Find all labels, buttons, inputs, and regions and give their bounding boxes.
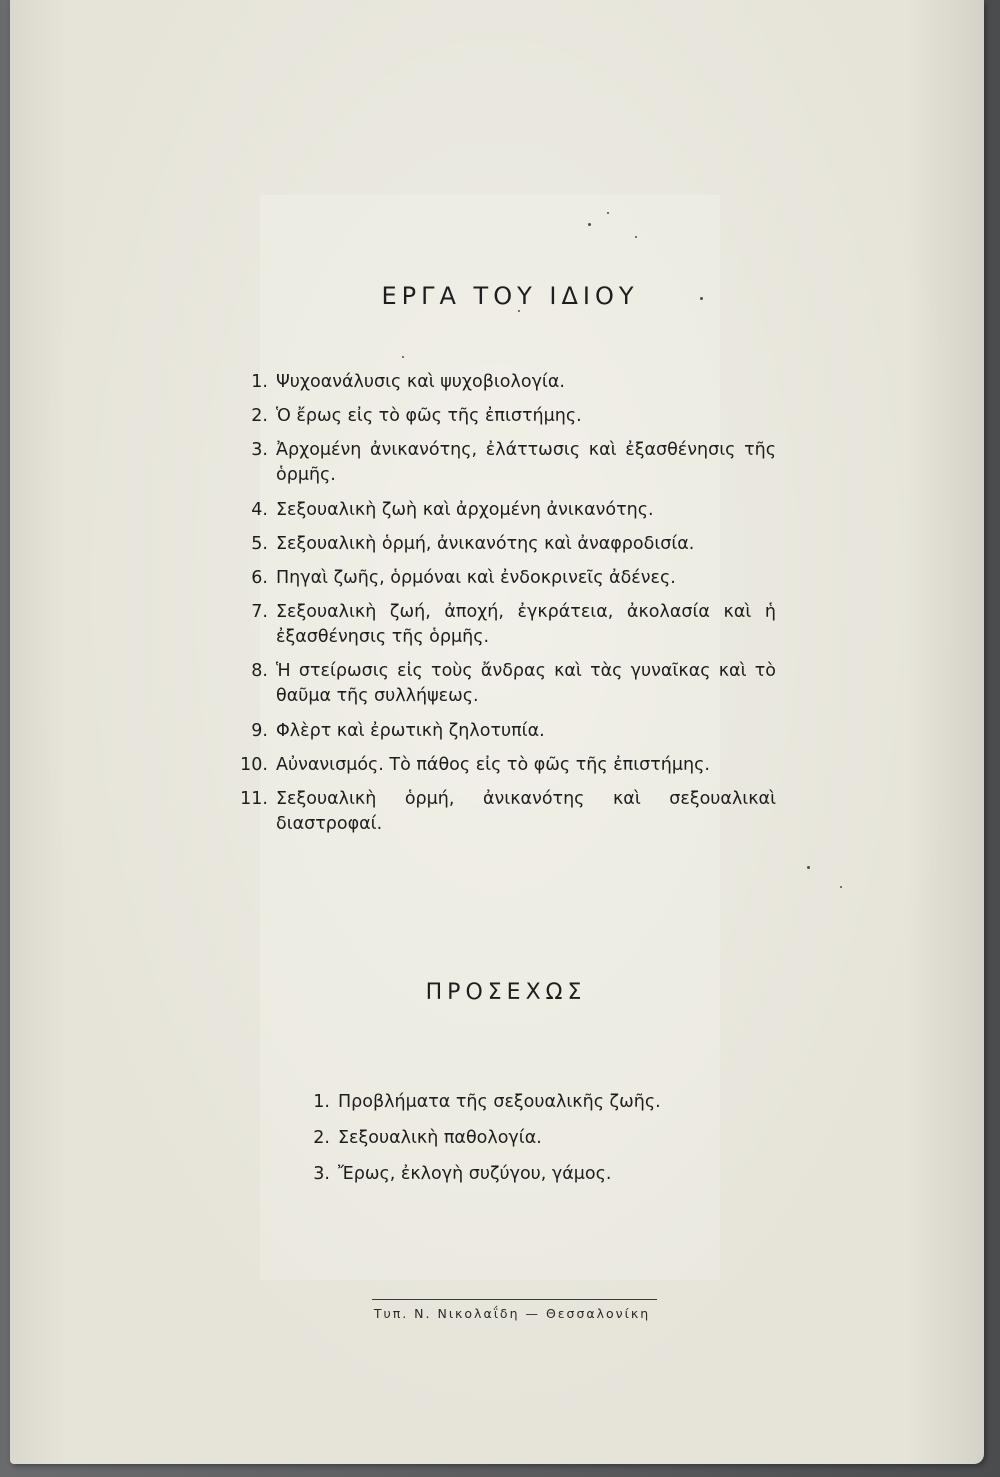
item-title: Ἔρως, ἐκλογὴ συζύγου, γάμος. — [338, 1164, 612, 1184]
item-title: Ὁ ἔρως εἰς τὸ φῶς τῆς ἐπιστήμης. — [276, 406, 582, 427]
list-item — [236, 498, 776, 523]
item-number: 6. — [251, 567, 268, 588]
item-title: Αὐνανισμός. Τὸ πάθος εἰς τὸ φῶς τῆς ἐπιστήμης. — [276, 754, 710, 775]
list-item — [236, 404, 776, 429]
item-number: 8. — [251, 661, 268, 682]
item-title: Ἡ στείρωσις εἰς τοὺς ἄνδρας καὶ τὰς γυναῖκας καὶ τὸ θαῦμα τῆς συλλήψεως. — [276, 661, 776, 707]
works-heading: ΕΡΓΑ ΤΟΥ ΙΔΙΟΥ — [381, 282, 639, 310]
list-item — [236, 787, 776, 837]
footer-divider — [372, 1299, 657, 1300]
list-item — [236, 438, 776, 488]
item-number: 2. — [251, 406, 268, 427]
list-item — [236, 600, 776, 650]
ink-speck — [588, 223, 591, 226]
ink-speck — [607, 212, 609, 214]
forthcoming-heading: ΠΡΟΣΕΧΩΣ — [425, 980, 587, 1005]
ink-speck — [840, 886, 842, 888]
item-title: Σεξουαλικὴ παθολογία. — [338, 1128, 542, 1148]
item-title: Σεξουαλικὴ ζωὴ καὶ ἀρχομένη ἀνικανότης. — [276, 499, 654, 520]
list-item — [236, 753, 776, 778]
item-number: 11. — [240, 788, 268, 809]
list-item — [300, 1162, 720, 1187]
item-title: Ἀρχομένη ἀνικανότης, ἐλάττωσις καὶ ἐξασθένησις τῆς ὁρμῆς. — [276, 440, 776, 486]
ink-speck — [807, 866, 810, 869]
item-number: 3. — [313, 1164, 330, 1184]
ink-speck — [518, 310, 520, 312]
works-list — [236, 370, 776, 846]
list-item — [236, 659, 776, 709]
item-title: Σεξουαλικὴ ζωή, ἀποχή, ἐγκράτεια, ἀκολασία καὶ ἡ ἐξασθένησις τῆς ὁρμῆς. — [276, 602, 776, 648]
list-item — [236, 370, 776, 395]
ink-speck — [635, 236, 637, 238]
item-title: Προβλήματα τῆς σεξουαλικῆς ζωῆς. — [338, 1092, 661, 1112]
item-number: 1. — [251, 372, 268, 392]
item-number: 9. — [251, 720, 268, 741]
list-item — [300, 1126, 720, 1151]
ink-speck — [402, 356, 404, 358]
item-number: 3. — [251, 440, 268, 461]
item-number: 5. — [251, 533, 268, 554]
item-title: Σεξουαλικὴ ὁρμή, ἀνικανότης καὶ σεξουαλικαὶ διαστροφαί. — [276, 788, 776, 834]
item-number: 2. — [313, 1128, 330, 1148]
list-item — [236, 566, 776, 591]
printer-imprint: Τυπ. Ν. Νικολαΐδη — Θεσσαλονίκη — [373, 1306, 651, 1321]
item-title: Φλὲρτ καὶ ἐρωτικὴ ζηλοτυπία. — [276, 720, 545, 741]
list-item — [236, 719, 776, 744]
item-title: Σεξουαλικὴ ὁρμή, ἀνικανότης καὶ ἀναφροδισία. — [276, 533, 695, 554]
item-title: Ψυχοανάλυσις καὶ ψυχοβιολογία. — [276, 372, 565, 392]
item-number: 1. — [313, 1092, 330, 1112]
forthcoming-list — [300, 1090, 720, 1198]
list-item — [236, 532, 776, 557]
item-number: 10. — [240, 754, 268, 775]
item-title: Πηγαὶ ζωῆς, ὁρμόναι καὶ ἐνδοκρινεῖς ἀδένες. — [276, 567, 676, 588]
list-item — [300, 1090, 720, 1115]
item-number: 7. — [251, 602, 268, 623]
item-number: 4. — [251, 499, 268, 520]
